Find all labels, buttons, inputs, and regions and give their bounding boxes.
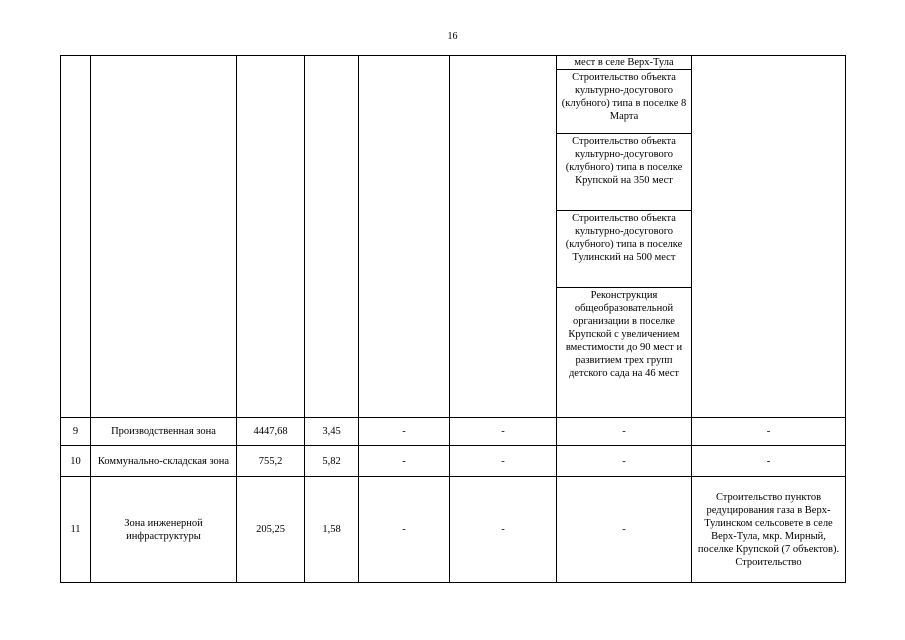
page-number: 16 (447, 31, 458, 42)
cell-col7: - (557, 446, 692, 477)
cell-zone: Коммунально-складская зона (91, 446, 237, 477)
cell-col7: - (557, 477, 692, 583)
cell-num: 10 (61, 446, 91, 477)
cell-percent: 5,82 (305, 446, 359, 477)
cell-col8: - (692, 418, 846, 446)
cell-area: 4447,68 (237, 418, 305, 446)
cell-area: 755,2 (237, 446, 305, 477)
cell-col8 (692, 56, 846, 418)
cell-num (61, 56, 91, 418)
cell-col7: - (557, 418, 692, 446)
table-row (61, 477, 846, 583)
cell-percent (305, 56, 359, 418)
cell-area: 205,25 (237, 477, 305, 583)
cell-col8: - (692, 446, 846, 477)
cell-col6: - (450, 418, 557, 446)
cell-area (237, 56, 305, 418)
cell-col5: - (359, 418, 450, 446)
cell-zone: Производственная зона (91, 418, 237, 446)
cell-zone (91, 56, 237, 418)
cell-col6: - (450, 446, 557, 477)
cell-percent: 1,58 (305, 477, 359, 583)
cell-zone: Зона инженерной инфраструктуры (91, 477, 237, 583)
project-item: Реконструкция общеобразовательной организации в поселке Крупской с увеличением вместимости до 90 мест и развитием трех групп детского сада на 46 мест (557, 287, 691, 417)
table-row (61, 446, 846, 477)
table-row (61, 418, 846, 446)
cell-num: 9 (61, 418, 91, 446)
cell-col5 (359, 56, 450, 418)
project-item: Строительство объекта культурно-досугового (клубного) типа в поселке Тулинский на 500 мест (557, 210, 691, 287)
cell-col7-projects (557, 56, 692, 418)
project-item: Строительство объекта культурно-досугового (клубного) типа в поселке 8 Марта (557, 69, 691, 133)
cell-col6: - (450, 477, 557, 583)
cell-col5: - (359, 477, 450, 583)
cell-col5: - (359, 446, 450, 477)
cell-percent: 3,45 (305, 418, 359, 446)
project-item: мест в селе Верх-Тула (574, 57, 674, 68)
cell-col6 (450, 56, 557, 418)
cell-col8: Строительство пунктов редуцирования газа в Верх-Тулинском сельсовете в селе Верх-Тула, мкр. Мирный, поселке Крупской (7 объектов). Строительство (692, 477, 846, 583)
cell-num: 11 (61, 477, 91, 583)
zones-table (60, 55, 846, 583)
table-row-continued (61, 56, 846, 418)
project-item: Строительство объекта культурно-досугового (клубного) типа в поселке Крупской на 350 мест (557, 133, 691, 210)
